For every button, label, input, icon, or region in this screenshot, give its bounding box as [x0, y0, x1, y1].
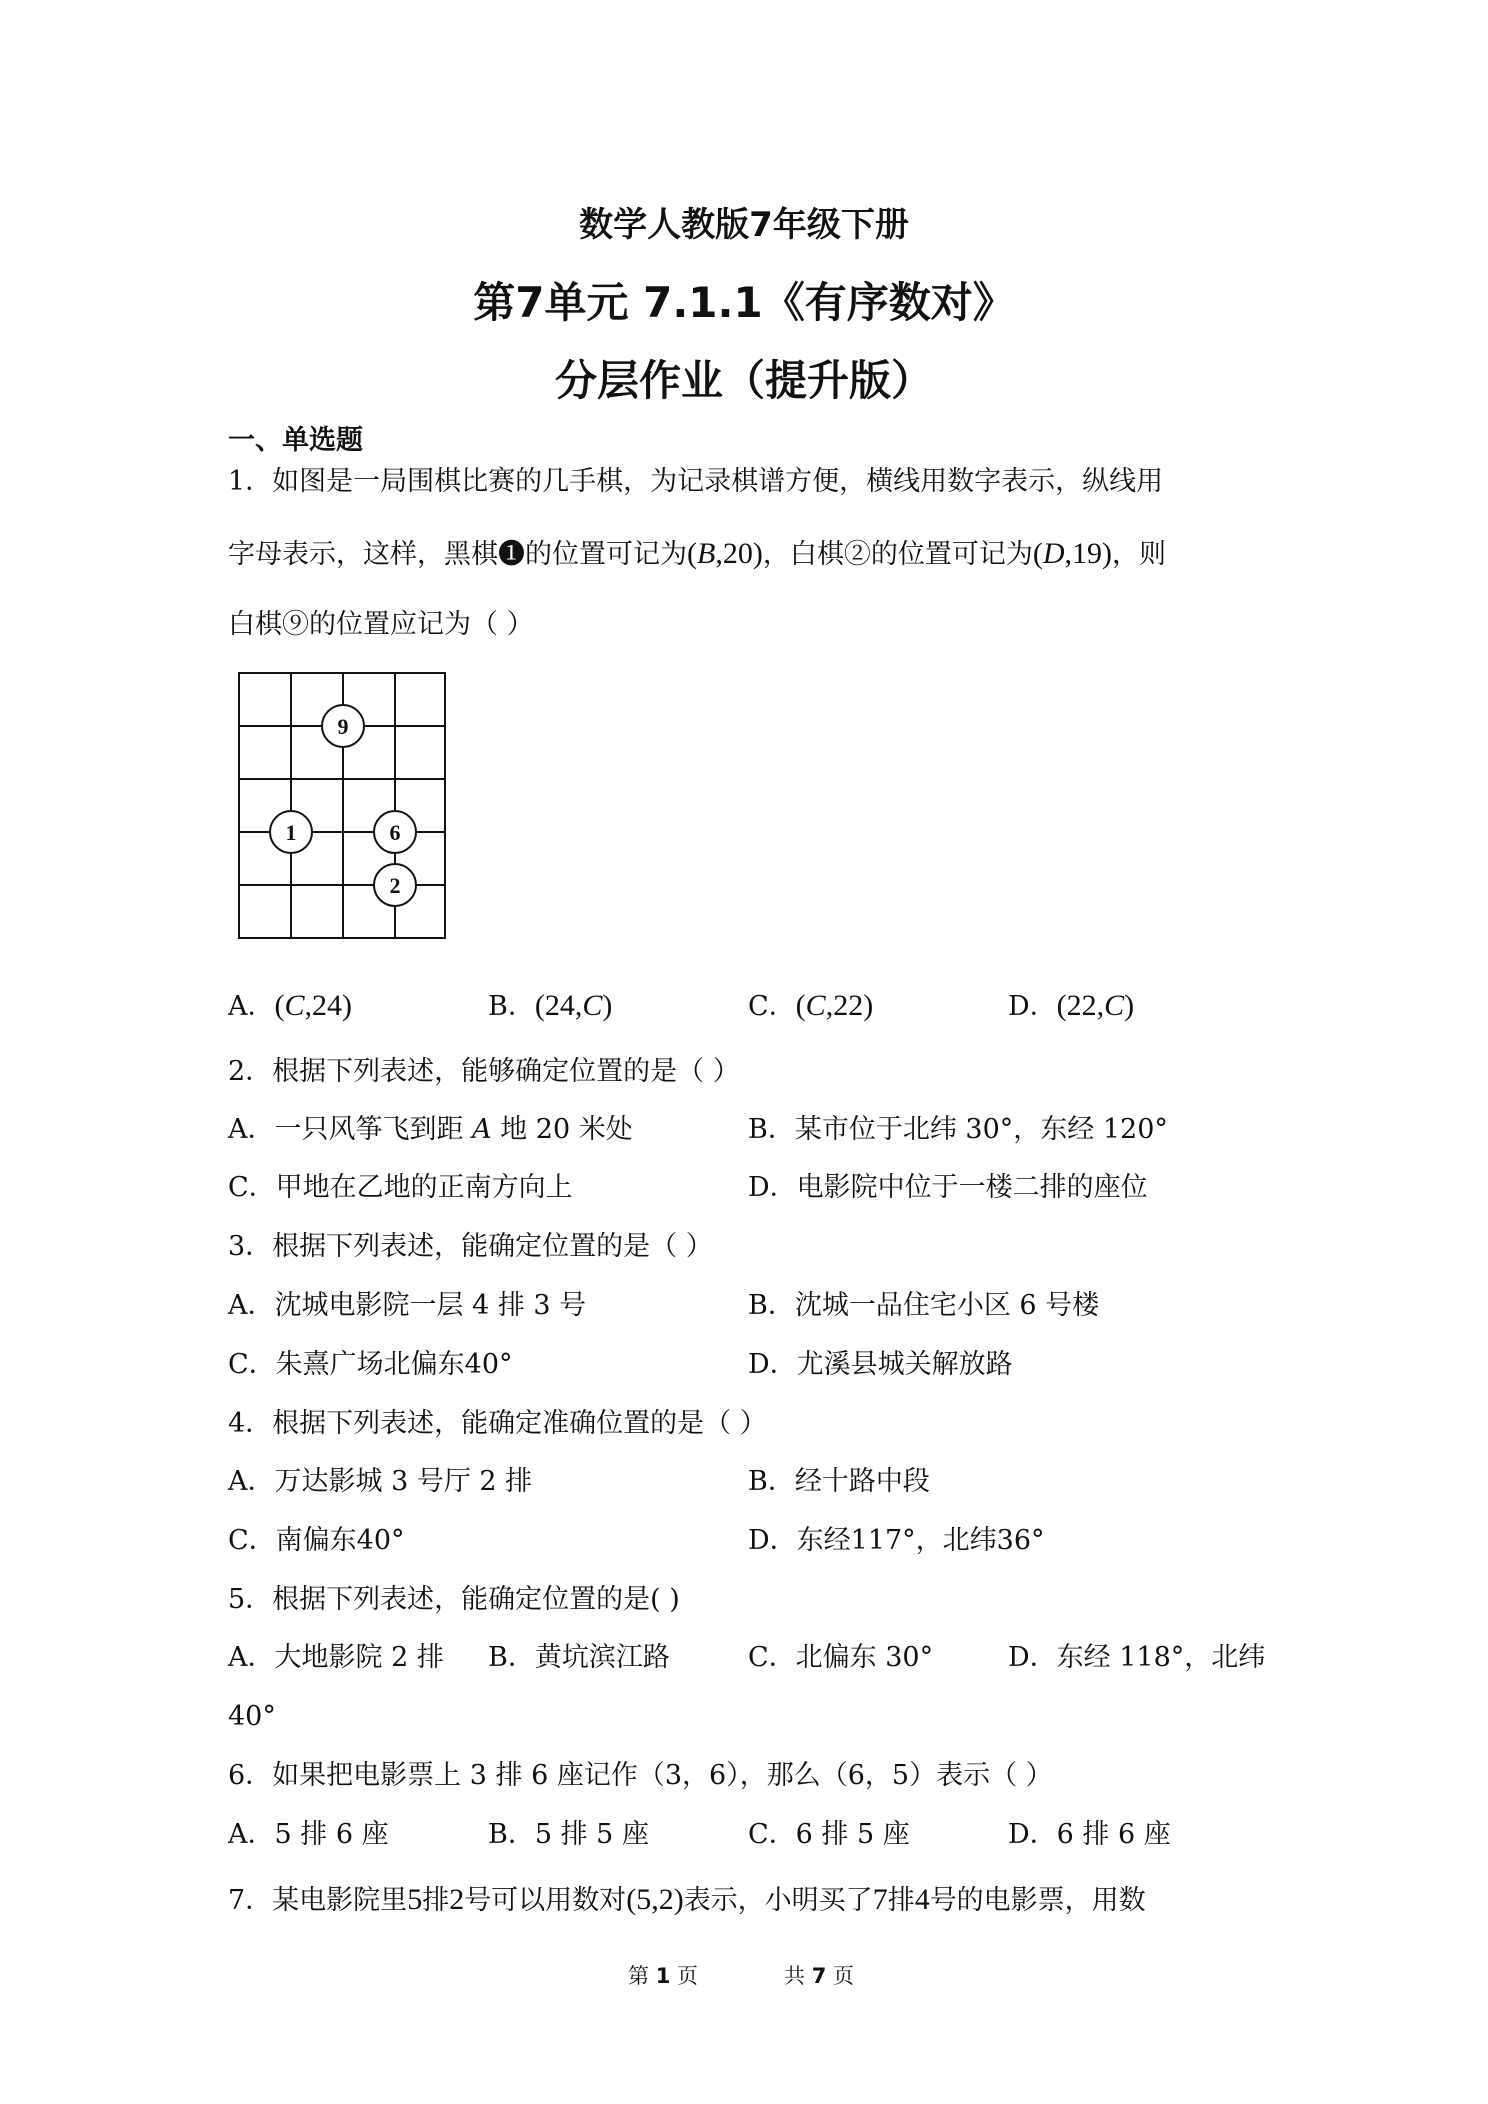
q6-option-a[interactable]: A．5 排 6 座	[228, 1819, 389, 1850]
stone-label-6: 6	[389, 820, 401, 845]
document-header-line1: 数学人教版7年级下册	[579, 205, 909, 245]
stone-label-1: 1	[285, 820, 297, 845]
q5-option-a[interactable]: A．大地影院 2 排	[228, 1642, 444, 1673]
q5-option-c[interactable]: C．北偏东 30°	[748, 1642, 934, 1673]
page-number: 第 1 页	[628, 1964, 698, 1988]
q5-stem: 5．根据下列表述，能确定位置的是( )	[228, 1584, 680, 1615]
q2-stem: 2．根据下列表述，能够确定位置的是（ ）	[228, 1056, 740, 1087]
q5-option-d-continued: 40°	[228, 1701, 276, 1732]
q3-option-b[interactable]: B．沈城一品住宅小区 6 号楼	[748, 1290, 1100, 1321]
black-stone-1-glyph: ❶	[498, 539, 525, 570]
black-stone-1	[270, 811, 312, 853]
q1-stem-line1: 1．如图是一局围棋比赛的几手棋，为记录棋谱方便，横线用数字表示，纵线用	[228, 466, 1164, 497]
q4-option-b[interactable]: B．经十路中段	[748, 1466, 930, 1497]
q2-option-d[interactable]: D．电影院中位于一楼二排的座位	[748, 1172, 1148, 1203]
q6-option-c[interactable]: C．6 排 5 座	[748, 1819, 910, 1850]
q2-option-c[interactable]: C．甲地在乙地的正南方向上	[228, 1172, 573, 1203]
stone-6	[374, 811, 416, 853]
page-total: 共 7 页	[784, 1964, 854, 1988]
q1-option-b[interactable]: B．(24,C)	[488, 989, 613, 1022]
q6-option-b[interactable]: B．5 排 5 座	[488, 1819, 649, 1850]
document-subtitle: 分层作业（提升版）	[554, 356, 933, 405]
q3-option-d[interactable]: D．尤溪县城关解放路	[748, 1349, 1013, 1380]
white-stone-2	[374, 864, 416, 906]
q4-option-a[interactable]: A．万达影城 3 号厅 2 排	[228, 1466, 533, 1497]
q1-stem-line3: 白棋⑨的位置应记为（ ）	[228, 609, 534, 640]
q1-option-a[interactable]: A．(C,24)	[228, 989, 353, 1022]
q4-stem: 4．根据下列表述，能确定准确位置的是（ ）	[228, 1408, 767, 1439]
q4-option-c[interactable]: C．南偏东40°	[228, 1525, 405, 1556]
white-stone-9	[322, 705, 364, 747]
coord-white-2: (D,19)	[1032, 537, 1112, 570]
document-title: 第7单元 7.1.1《有序数对》	[473, 278, 1015, 327]
q5-option-b[interactable]: B．黄坑滨江路	[488, 1642, 670, 1673]
q6-stem: 6．如果把电影票上 3 排 6 座记作（3，6），那么（6，5）表示（ ）	[228, 1760, 1053, 1791]
q7-stem: 7．某电影院里5排2号可以用数对(5,2)表示，小明买了7排4号的电影票，用数	[228, 1883, 1146, 1916]
q3-option-a[interactable]: A．沈城电影院一层 4 排 3 号	[228, 1290, 587, 1321]
q3-stem: 3．根据下列表述，能确定位置的是（ ）	[228, 1231, 713, 1262]
q1-stem-line2: 字母表示，这样，黑棋❶的位置可记为(B,20)，白棋②的位置可记为(D,19)，则	[228, 537, 1166, 570]
q1-option-c[interactable]: C．(C,22)	[748, 989, 874, 1022]
q1-option-d[interactable]: D．(22,C)	[1008, 989, 1135, 1022]
stone-label-2: 2	[389, 873, 401, 898]
q2-option-a[interactable]: A．一只风筝飞到距 A 地 20 米处	[228, 1114, 633, 1145]
stone-label-9: 9	[337, 714, 349, 739]
go-board-diagram	[238, 672, 448, 942]
q4-option-d[interactable]: D．东经117°，北纬36°	[748, 1525, 1045, 1556]
section-heading: 一、单选题	[228, 425, 363, 456]
q6-option-d[interactable]: D．6 排 6 座	[1008, 1819, 1171, 1850]
coord-black-1: (B,20)	[687, 537, 763, 570]
coord-5-2: (5,2)	[626, 1883, 684, 1916]
q3-option-c[interactable]: C．朱熹广场北偏东40°	[228, 1349, 513, 1380]
q2-option-b[interactable]: B．某市位于北纬 30°，东经 120°	[748, 1114, 1168, 1145]
q5-option-d[interactable]: D．东经 118°，北纬	[1008, 1642, 1266, 1673]
